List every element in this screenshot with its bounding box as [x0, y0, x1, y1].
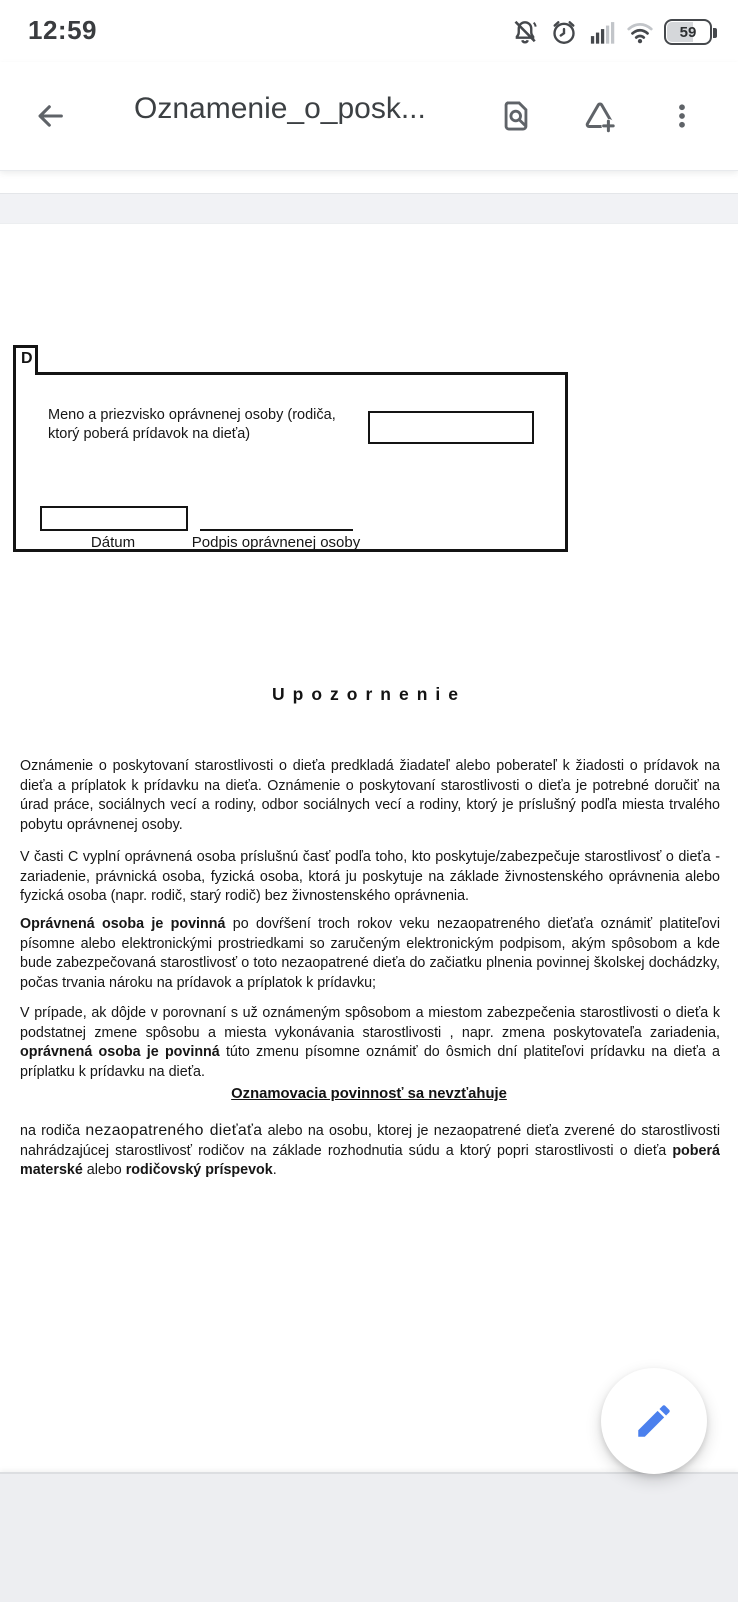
add-to-drive-icon	[582, 98, 618, 134]
notice-subheading: Oznamovacia povinnosť sa nevzťahuje	[231, 1086, 507, 1102]
status-time: 12:59	[28, 15, 97, 45]
form-signature-label: Podpis oprávnenej osoby	[191, 534, 361, 551]
notice-p5-mid2: alebo	[82, 1162, 126, 1179]
form-name-field	[368, 411, 534, 444]
status-bar	[0, 0, 738, 62]
form-date-field	[40, 506, 188, 531]
notice-p5-pre: na rodiča	[20, 1123, 86, 1139]
navigation-bar	[0, 1472, 738, 1602]
form-signature-line	[200, 529, 353, 531]
form-name-label: Meno a priezvisko oprávnenej osoby (rodiča, ktorý poberá prídavok na dieťa)	[48, 407, 336, 442]
notice-p4-pre: V prípade, ak dôjde v porovnaní s už oznámeným spôsobom a miestom zabezpečenia starostlivosti o dieťa k podstatnej zmene spôsobu a miesta vykonávania starostlivosti , napr. zmena poskytovateľa zariadenia,	[20, 1005, 720, 1041]
edit-fab-button[interactable]	[601, 1368, 707, 1474]
form-date-label: Dátum	[90, 534, 136, 551]
mute-icon	[510, 17, 540, 47]
notice-p4-bold: oprávnená osoba je povinná	[20, 1044, 220, 1061]
form-section-tab: D	[13, 345, 38, 375]
status-icons	[510, 16, 712, 48]
add-to-drive-button[interactable]	[572, 88, 628, 144]
notice-paragraph-3	[20, 915, 720, 994]
battery-icon	[664, 19, 712, 45]
battery-percent: 59	[679, 23, 697, 41]
notice-p5-large: nezaopatreného dieťaťa	[85, 1122, 263, 1139]
app-bar	[0, 62, 738, 170]
document-title: Oznamenie_o_posk...	[134, 92, 426, 125]
wifi-icon	[625, 17, 655, 47]
overflow-menu-button[interactable]	[654, 88, 710, 144]
notice-paragraph-1: Oznámenie o poskytovaní starostlivosti o dieťa predkladá žiadateľ alebo poberateľ k žiadosti o prídavok na dieťa a príplatok k prídavku na dieťa. Oznámenie o poskytovaní starostlivosti o dieťa je potrebné doručiť na úrad práce, sociálnych vecí a rodiny, odbor sociálnych vecí a rodiny, ktorý je príslušný podľa miesta trvalého pobytu oprávnenej osoby.	[20, 758, 720, 834]
battery-nub	[713, 28, 717, 38]
notice-paragraph-2: V časti C vyplní oprávnená osoba príslušnú časť podľa toho, kto poskytuje/zabezpečuje starostlivosť o dieťa - zariadenie, právnická osoba, fyzická osoba, ktorá ju poskytuje na základe živnostenského oprávnenia alebo fyzická osoba (napr. rodič, starý rodič) bez živnostenského oprávnenia.	[20, 849, 720, 905]
overflow-menu-icon	[667, 101, 697, 131]
notice-p5-end: .	[272, 1162, 277, 1179]
back-arrow-icon	[33, 99, 67, 133]
back-button[interactable]	[22, 88, 78, 144]
alarm-icon	[549, 17, 579, 47]
find-in-page-button[interactable]	[488, 88, 544, 144]
page-separator	[0, 193, 738, 224]
notice-heading: Upozornenie	[272, 684, 466, 704]
find-in-page-icon	[499, 99, 533, 133]
notice-p3-bold: Oprávnená osoba je povinná	[20, 916, 226, 932]
notice-p5-bold1: poberá materské	[20, 1142, 720, 1179]
notice-paragraph-5	[20, 1121, 720, 1181]
signal-strength-icon	[588, 18, 616, 46]
notice-p5-mid: alebo na osobu, ktorej je nezaopatrené dieťa zverené do starostlivosti nahrádzajúcej starostlivosť rodičov na základe rozhodnutia súdu a ktorý popri starostlivosti o dieťa	[20, 1123, 721, 1159]
notice-paragraph-4	[20, 1004, 720, 1083]
notice-p4-post: túto zmenu písomne oznámiť do ôsmich dní platiteľovi prídavku na dieťa a príplatku k prídavku na dieťa.	[20, 1044, 720, 1081]
pencil-edit-icon	[633, 1400, 675, 1442]
notice-p3-rest: po dovŕšení troch rokov veku nezaopatreného dieťaťa oznámiť platiteľovi písomne alebo elektronickými prostriedkami so zaručeným elektronickým podpisom, akým spôsobom a kde bude zabezpečovaná starostlivosť o toto nezaopatrené dieťa do začiatku plnenia povinnej školskej dochádzky, počas trvania nároku na prídavok a príplatok k prídavku;	[20, 916, 720, 992]
notice-p5-bold2: rodičovský príspevok	[125, 1162, 273, 1179]
